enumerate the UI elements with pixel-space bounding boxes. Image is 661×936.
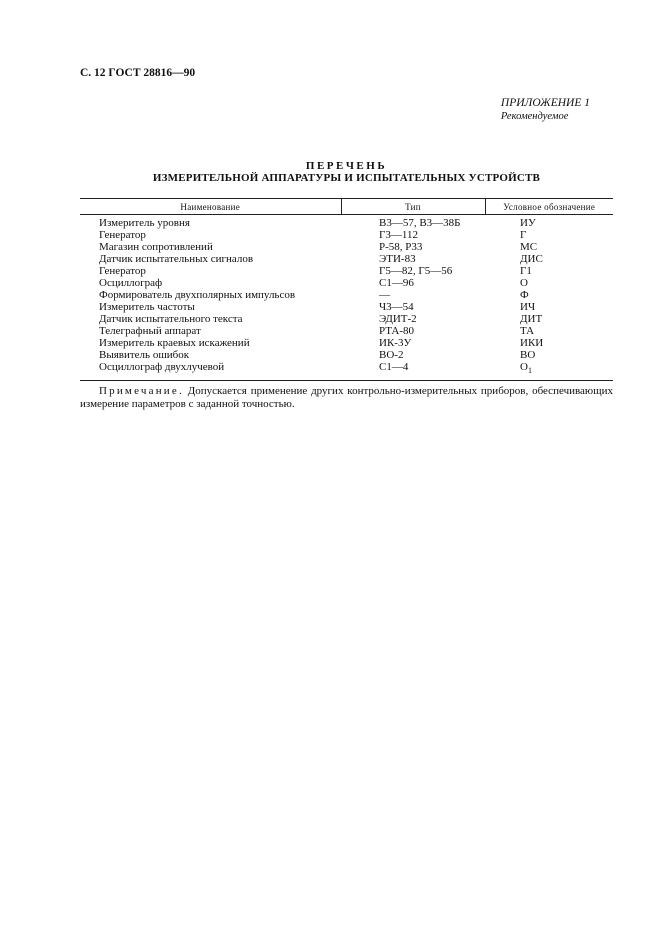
- note-label: Примечание.: [99, 385, 184, 397]
- cell-code: [485, 289, 613, 301]
- cell-code: [485, 337, 613, 349]
- cell-code-text: ИКИ: [520, 337, 544, 349]
- page-header: С. 12 ГОСТ 28816—90: [80, 67, 196, 79]
- cell-name: Магазин сопротивлений: [99, 241, 213, 253]
- cell-code-text: ДИТ: [520, 313, 543, 325]
- cell-type: С1—4: [341, 361, 485, 381]
- cell-name: Датчик испытательного текста: [99, 313, 243, 325]
- table-row: [80, 265, 613, 277]
- column-header-code: Условное обозначение: [485, 199, 613, 215]
- cell-name: Осциллограф двухлучевой: [80, 361, 341, 381]
- cell-type: В3—57, В3—38Б: [379, 217, 461, 229]
- table-row: [80, 215, 613, 230]
- table-row: [80, 229, 613, 241]
- cell-type: ЭТИ-83: [379, 253, 416, 265]
- table-row: [80, 289, 613, 301]
- cell-code: [485, 229, 613, 241]
- cell-code: [485, 215, 613, 230]
- cell-code: [485, 301, 613, 313]
- cell-name: Измеритель краевых искажений: [99, 337, 250, 349]
- cell-code-text: О: [520, 277, 528, 289]
- cell-type: —: [379, 289, 390, 301]
- cell-name: Выявитель ошибок: [99, 349, 190, 361]
- cell-type: Г5—82, Г5—56: [379, 265, 453, 277]
- cell-type: Р-58, Р33: [379, 241, 423, 253]
- column-header-type: Тип: [341, 199, 485, 215]
- table-body: [80, 215, 613, 381]
- cell-name: Датчик испытательных сигналов: [99, 253, 254, 265]
- title-line-2: ИЗМЕРИТЕЛЬНОЙ АППАРАТУРЫ И ИСПЫТАТЕЛЬНЫХ УСТРОЙСТВ: [152, 172, 541, 184]
- cell-type: Г3—112: [379, 229, 418, 241]
- table-row: [80, 349, 613, 361]
- cell-type: ИК-3У: [379, 337, 412, 349]
- cell-type: ВО-2: [379, 349, 404, 361]
- equipment-table: [80, 198, 613, 381]
- table-header-row: [80, 199, 613, 215]
- cell-name: Измеритель уровня: [99, 217, 190, 229]
- cell-code: [485, 241, 613, 253]
- cell-code-text: ВО: [520, 349, 536, 361]
- table-row: [80, 277, 613, 289]
- table-row: [80, 361, 613, 381]
- cell-name: Генератор: [99, 265, 146, 277]
- note-paragraph: [80, 385, 613, 411]
- document-title: [80, 160, 613, 184]
- cell-code-text: ИЧ: [520, 301, 536, 313]
- note-text: Допускается применение других контрольно-измерительных приборов, обеспечивающих измерение параметров с заданной точностью.: [80, 385, 613, 410]
- cell-code: [485, 313, 613, 325]
- column-header-name: Наименование: [80, 199, 341, 215]
- cell-type: С1—96: [379, 277, 414, 289]
- table-row: [80, 313, 613, 325]
- appendix-title: ПРИЛОЖЕНИЕ 1: [500, 97, 590, 109]
- cell-code-text: Г1: [520, 265, 532, 277]
- cell-code-text: ДИС: [520, 253, 543, 265]
- cell-code-text: ИУ: [520, 217, 536, 229]
- cell-code-text: ТА: [520, 325, 535, 337]
- cell-name: Телеграфный аппарат: [99, 325, 201, 337]
- cell-code-text: О: [520, 361, 528, 373]
- cell-code: [485, 253, 613, 265]
- cell-type: ЭДИТ-2: [379, 313, 417, 325]
- cell-code-text: Ф: [520, 289, 529, 301]
- cell-code-subscript: 1: [527, 366, 532, 376]
- table-row: [80, 337, 613, 349]
- table-row: [80, 325, 613, 337]
- cell-code: [485, 277, 613, 289]
- table-row: [80, 301, 613, 313]
- appendix-block: [501, 97, 590, 123]
- cell-name: Осциллограф: [99, 277, 163, 289]
- cell-type: Ч3—54: [379, 301, 414, 313]
- table-row: [80, 253, 613, 265]
- cell-code: [485, 325, 613, 337]
- cell-code: [485, 265, 613, 277]
- cell-code: [485, 349, 613, 361]
- cell-code-text: МС: [520, 241, 538, 253]
- cell-type: РТА-80: [379, 325, 415, 337]
- cell-name: Формирователь двухполярных импульсов: [99, 289, 296, 301]
- table-row: [80, 241, 613, 253]
- cell-code: [485, 361, 613, 381]
- appendix-status: Рекомендуемое: [500, 111, 569, 122]
- cell-code-text: Г: [520, 229, 527, 241]
- cell-name: Измеритель частоты: [99, 301, 195, 313]
- cell-name: Генератор: [99, 229, 146, 241]
- title-line-1: ПЕРЕЧЕНЬ: [305, 160, 388, 172]
